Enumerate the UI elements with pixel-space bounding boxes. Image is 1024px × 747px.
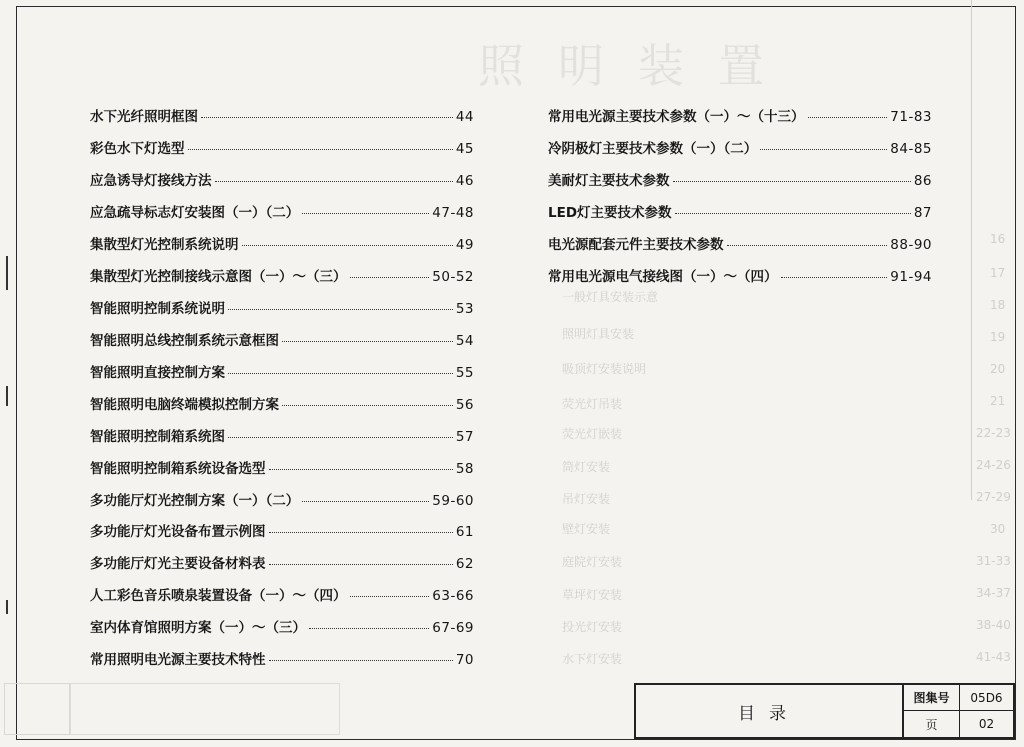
page-value: 02: [978, 717, 995, 731]
toc-entry: 智能照明控制箱系统设备选型 58: [90, 461, 474, 477]
toc-entry: 室内体育馆照明方案（一）～（三） 67-69: [90, 620, 474, 636]
toc-entry: 应急疏导标志灯安装图（一）（二） 47-48: [90, 205, 474, 221]
toc-entry: 集散型灯光控制系统说明 49: [90, 237, 474, 253]
toc-entry: 多功能厅灯光控制方案（一）（二） 59-60: [90, 493, 474, 509]
ghost-box: [4, 683, 70, 735]
margin-mark: [6, 600, 8, 614]
toc-entry: 电光源配套元件主要技术参数 88-90: [548, 237, 932, 253]
toc-entry: 常用电光源主要技术参数（一）～（十三） 71-83: [548, 109, 932, 125]
title-block-title: 目录: [636, 685, 904, 737]
toc-entry: 智能照明电脑终端模拟控制方案 56: [90, 397, 474, 413]
toc-entry: 应急诱导灯接线方法 46: [90, 173, 474, 189]
watermark-title: 照明装置: [478, 39, 798, 93]
toc-entry: 多功能厅灯光主要设备材料表 62: [90, 556, 474, 572]
atlas-label: 图集号: [904, 685, 960, 711]
toc-entry: 智能照明控制系统说明 53: [90, 301, 474, 317]
toc-entry: 集散型灯光控制接线示意图（一）～（三） 50-52: [90, 269, 474, 285]
toc-entry: 美耐灯主要技术参数 86: [548, 173, 932, 189]
toc-entry: 多功能厅灯光设备布置示例图 61: [90, 524, 474, 540]
toc-entry: 彩色水下灯选型 45: [90, 141, 474, 157]
atlas-value: 05D6: [960, 685, 1013, 711]
toc-entry: LED灯主要技术参数 87: [548, 205, 932, 221]
toc-entry: 人工彩色音乐喷泉装置设备（一）～（四） 63-66: [90, 588, 474, 604]
title-block: [634, 683, 1015, 739]
edge-strip: [971, 0, 1024, 500]
ghost-box: [70, 683, 340, 735]
toc-entry: 冷阴极灯主要技术参数（一）（二） 84-85: [548, 141, 932, 157]
toc-entry: 常用电光源电气接线图（一）～（四） 91-94: [548, 269, 932, 285]
toc-entry: 智能照明控制箱系统图 57: [90, 429, 474, 445]
toc-entry: 智能照明直接控制方案 55: [90, 365, 474, 381]
page-label: 页: [904, 711, 960, 737]
margin-mark: [6, 256, 8, 290]
margin-mark: [6, 386, 8, 406]
toc-entry: 常用照明电光源主要技术特性 70: [90, 652, 474, 668]
toc-entry: 水下光纤照明框图 44: [90, 109, 474, 125]
toc-entry: 智能照明总线控制系统示意框图 54: [90, 333, 474, 349]
